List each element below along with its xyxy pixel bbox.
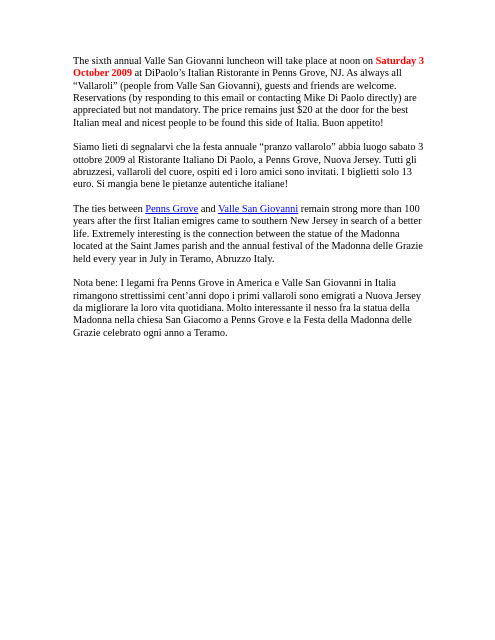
italian-announcement-paragraph: Siamo lieti di segnalarvi che la festa annuale “pranzo vallarolo” abbia luogo sabato 3 ottobre 2009 al Ristorante Italiano Di Paolo, a Penns Grove, Nuova Jersey. Tutti gli abruzzesi, vallaroli del cuore, ospiti ed i loro amici sono invitati. I biglietti solo 13 euro. Si mangia bene le pietanze autentiche italiane! xyxy=(73,142,424,191)
english-announcement-paragraph xyxy=(73,56,427,130)
event-date-highlight: Saturday 3 October 2009 xyxy=(73,56,424,80)
penns-grove-link[interactable]: Penns Grove xyxy=(145,204,199,216)
ties-paragraph xyxy=(73,204,427,266)
nota-bene-paragraph: Nota bene: I legami fra Penns Grove in America e Valle San Giovanni in Italia rimangono strettissimi cent’anni dopo i primi vallaroli sono emigrati a Nuova Jersey da migliorare la loro vita quotidiana. Molto interessante il nesso fra la statua della Madonna nella chiesa San Giacomo a Penns Grove e la Festa della Madonna delle Grazie celebrato ogni anno a Teramo. xyxy=(73,278,422,339)
announcement-details-text: at DiPaolo’s Italian Ristorante in Penns Grove, NJ. As always all “Vallaroli” (people from Valle San Giovanni), guests and friends are welcome. Reservations (by responding to this email or contacting Mike Di Paolo directly) are appreciated but not mandatory. The price remains just $20 at the door for the best Italian meal and nicest people to be found this side of Italia. Buon appetito! xyxy=(73,68,417,129)
announcement-intro-text: The sixth annual Valle San Giovanni luncheon will take place at noon on xyxy=(73,56,376,67)
document-body xyxy=(73,56,427,352)
ties-intro-text: The ties between xyxy=(73,204,146,216)
valle-san-giovanni-link[interactable]: Valle San Giovanni xyxy=(218,204,299,216)
ties-conjunction-text: and xyxy=(198,204,219,216)
ties-body-text: remain strong more than 100 years after the first Italian emigres came to southern New Jersey in search of a better life. Extremely interesting is the connection between the statue of the Madonna located at the Saint James parish and the annual festival of the Madonna delle Grazie held every year in July in Teramo, Abruzzo Italy. xyxy=(73,204,423,265)
